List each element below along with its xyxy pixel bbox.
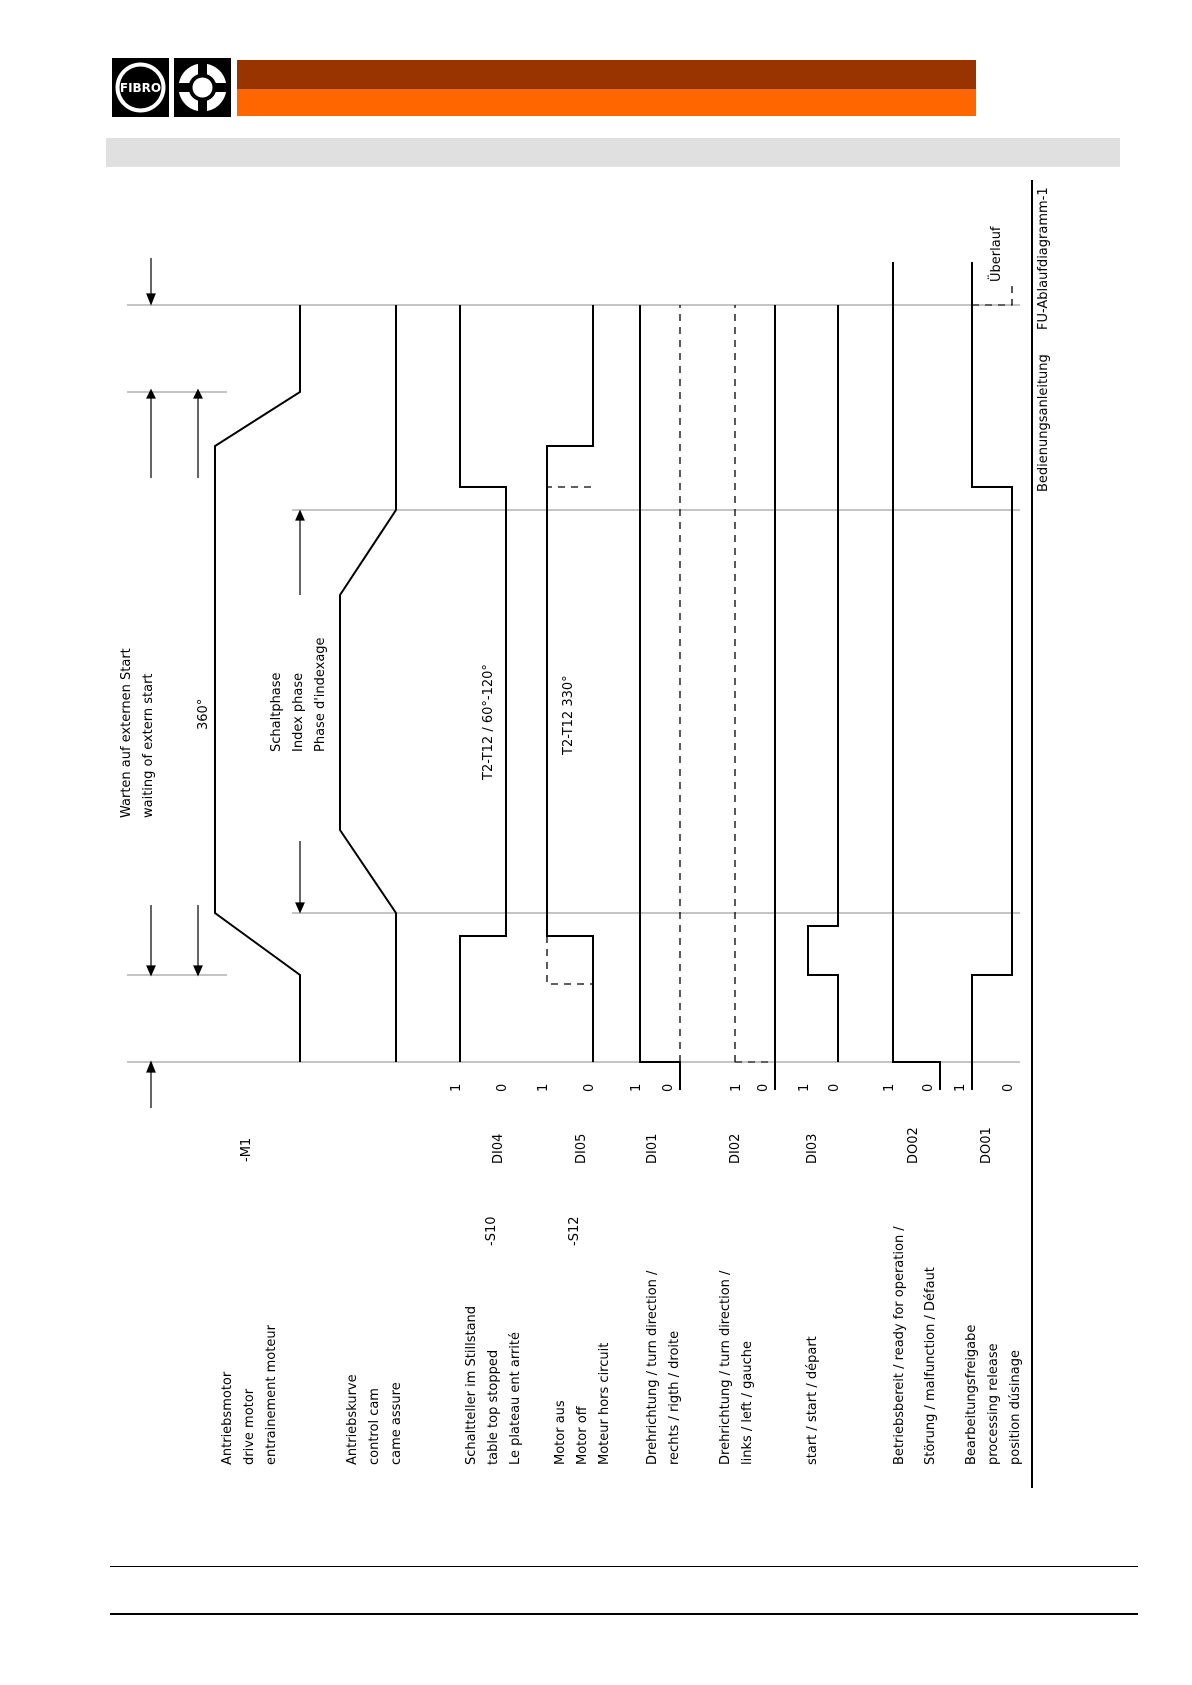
annotations	[119, 226, 1004, 818]
diagram-text: Drehrichtung / turn direction /	[645, 1270, 660, 1465]
level-lo: 0	[756, 1083, 771, 1092]
trace-do02	[893, 262, 940, 1090]
level-lo: 0	[827, 1083, 842, 1092]
code-di03: DI03	[805, 1133, 820, 1164]
level-lo: 0	[582, 1083, 597, 1092]
page-footer-line-bold	[110, 1613, 1138, 1615]
diagram-text: Störung / malfunction / Défaut	[923, 1267, 938, 1465]
level-lo: 0	[661, 1083, 676, 1092]
signal-codes	[239, 1127, 994, 1246]
diagram-text: Betriebsbereit / ready for operation /	[892, 1226, 907, 1465]
t2-330-label: T2-T12 330°	[561, 675, 576, 755]
diagram-text: links / left / gauche	[740, 1341, 755, 1465]
code-do01: DO01	[979, 1127, 994, 1164]
logo-text: FIBRO	[119, 81, 162, 95]
diagram-text: came assure	[389, 1382, 404, 1465]
code-di02: DI02	[728, 1133, 743, 1164]
waiting-label-en: waiting of extern start	[141, 673, 156, 818]
index-phase-en: Index phase	[291, 672, 306, 752]
level-lo: 0	[921, 1083, 936, 1092]
level-labels	[449, 1084, 1016, 1092]
t2-60-120-label: T2-T12 / 60°-120°	[481, 664, 496, 780]
diagram-text: Drehrichtung / turn direction /	[718, 1270, 733, 1465]
diagram-text: entrainement moteur	[264, 1325, 279, 1465]
footer-manual: Bedienungsanleitung	[1036, 354, 1051, 492]
diagram-text: start / start / départ	[805, 1336, 820, 1465]
level-hi: 1	[629, 1083, 644, 1092]
trace-di03	[808, 305, 838, 1062]
diagram-text: processing release	[986, 1343, 1001, 1465]
trace-control-cam	[340, 305, 396, 1062]
diagram-text: Moteur hors circuit	[597, 1342, 612, 1465]
signal-descriptions	[220, 1226, 1023, 1465]
angle-360-label: 360°	[196, 698, 211, 730]
diagram-text: Motor off	[575, 1406, 590, 1465]
diagram-text: table top stopped	[486, 1349, 501, 1465]
level-hi: 1	[536, 1083, 551, 1092]
diagram-text: control cam	[367, 1388, 382, 1465]
device-s12: -S12	[567, 1216, 582, 1246]
level-hi: 1	[729, 1083, 744, 1092]
level-hi: 1	[797, 1083, 812, 1092]
diagram-text: rechts / rigth / droite	[667, 1330, 682, 1465]
diagram-text: Antriebsmotor	[220, 1371, 235, 1465]
diagram-text: Schaltteller im Stillstand	[464, 1305, 479, 1465]
code-do02: DO02	[906, 1127, 921, 1164]
diagram-text: position dúsinage	[1008, 1350, 1023, 1465]
trace-drive-motor	[215, 305, 300, 1062]
overrun-label: Überlauf	[989, 226, 1004, 282]
level-hi: 1	[953, 1083, 968, 1092]
level-hi: 1	[882, 1083, 897, 1092]
code-m1: -M1	[239, 1137, 254, 1162]
trace-do01	[972, 262, 1012, 1090]
trace-di01	[640, 305, 680, 1090]
diagram-text: Le plateau ent arrité	[508, 1331, 523, 1465]
code-di01: DI01	[645, 1133, 660, 1164]
waiting-label-de: Warten auf externen Start	[119, 648, 134, 818]
level-hi: 1	[449, 1083, 464, 1092]
diagram-text: Motor aus	[553, 1400, 568, 1465]
diagram-text: drive motor	[242, 1388, 257, 1465]
footer-diagram-name: FU-Ablaufdiagramm-1	[1036, 187, 1051, 330]
page-footer-line	[110, 1566, 1138, 1567]
level-lo: 0	[1001, 1083, 1016, 1092]
level-lo: 0	[495, 1083, 510, 1092]
code-di04: DI04	[491, 1133, 506, 1164]
diagram-text: Antriebskurve	[345, 1374, 360, 1465]
index-phase-de: Schaltphase	[269, 672, 284, 752]
device-s10: -S10	[484, 1216, 499, 1246]
index-phase-fr: Phase d'indexage	[313, 637, 328, 752]
diagram-text: Bearbeitungsfreigabe	[964, 1324, 979, 1465]
code-di05: DI05	[574, 1133, 589, 1164]
